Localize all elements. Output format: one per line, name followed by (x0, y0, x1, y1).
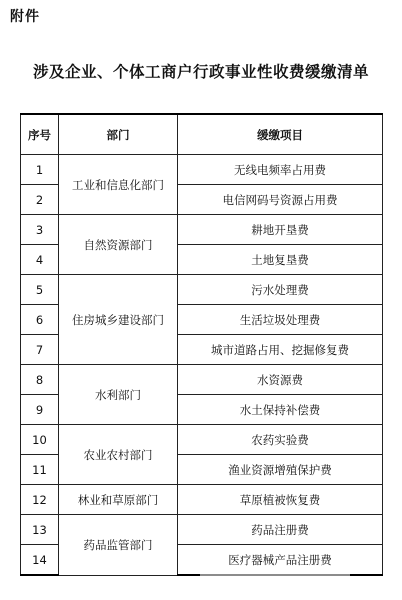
table-row (21, 425, 383, 455)
deferred-item-cell: 水资源费 (178, 365, 383, 395)
serial-number-cell: 2 (21, 185, 59, 215)
department-cell: 农业农村部门 (59, 425, 178, 485)
serial-number-cell: 6 (21, 305, 59, 335)
serial-number-cell: 11 (21, 455, 59, 485)
deferred-item-cell: 电信网码号资源占用费 (178, 185, 383, 215)
table-row (21, 215, 383, 245)
deferred-item-cell: 水土保持补偿费 (178, 395, 383, 425)
department-cell: 林业和草原部门 (59, 485, 178, 515)
table-row (21, 155, 383, 185)
serial-number-cell: 3 (21, 215, 59, 245)
deferred-item-cell: 耕地开垦费 (178, 215, 383, 245)
department-cell: 药品监管部门 (59, 515, 178, 576)
serial-number-cell: 8 (21, 365, 59, 395)
header-department: 部门 (59, 114, 178, 155)
table-row (21, 365, 383, 395)
serial-number-cell: 13 (21, 515, 59, 545)
serial-number-cell: 1 (21, 155, 59, 185)
table-row (21, 515, 383, 545)
header-deferred-item: 缓缴项目 (178, 114, 383, 155)
table-body (21, 155, 383, 576)
deferred-item-cell: 无线电频率占用费 (178, 155, 383, 185)
serial-number-cell: 4 (21, 245, 59, 275)
deferred-item-cell: 城市道路占用、挖掘修复费 (178, 335, 383, 365)
department-cell: 水利部门 (59, 365, 178, 425)
department-cell: 工业和信息化部门 (59, 155, 178, 215)
deferred-item-cell: 药品注册费 (178, 515, 383, 545)
deferred-item-cell: 农药实验费 (178, 425, 383, 455)
deferred-item-cell: 草原植被恢复费 (178, 485, 383, 515)
deferred-item-cell: 生活垃圾处理费 (178, 305, 383, 335)
document-title: 涉及企业、个体工商户行政事业性收费缓缴清单 (32, 62, 369, 81)
department-cell: 住房城乡建设部门 (59, 275, 178, 365)
deferred-item-cell: 医疗器械产品注册费 (178, 545, 383, 576)
fee-deferral-table (20, 113, 383, 576)
watermark-overlay (200, 566, 350, 592)
serial-number-cell: 12 (21, 485, 59, 515)
serial-number-cell: 14 (21, 545, 59, 576)
deferred-item-cell: 污水处理费 (178, 275, 383, 305)
table-header-row (21, 114, 383, 155)
attachment-label: 附件 (10, 9, 40, 25)
table-row (21, 275, 383, 305)
deferred-item-cell: 土地复垦费 (178, 245, 383, 275)
serial-number-cell: 10 (21, 425, 59, 455)
serial-number-cell: 7 (21, 335, 59, 365)
serial-number-cell: 5 (21, 275, 59, 305)
header-serial-number: 序号 (21, 114, 59, 155)
deferred-item-cell: 渔业资源增殖保护费 (178, 455, 383, 485)
serial-number-cell: 9 (21, 395, 59, 425)
table-row (21, 485, 383, 515)
department-cell: 自然资源部门 (59, 215, 178, 275)
